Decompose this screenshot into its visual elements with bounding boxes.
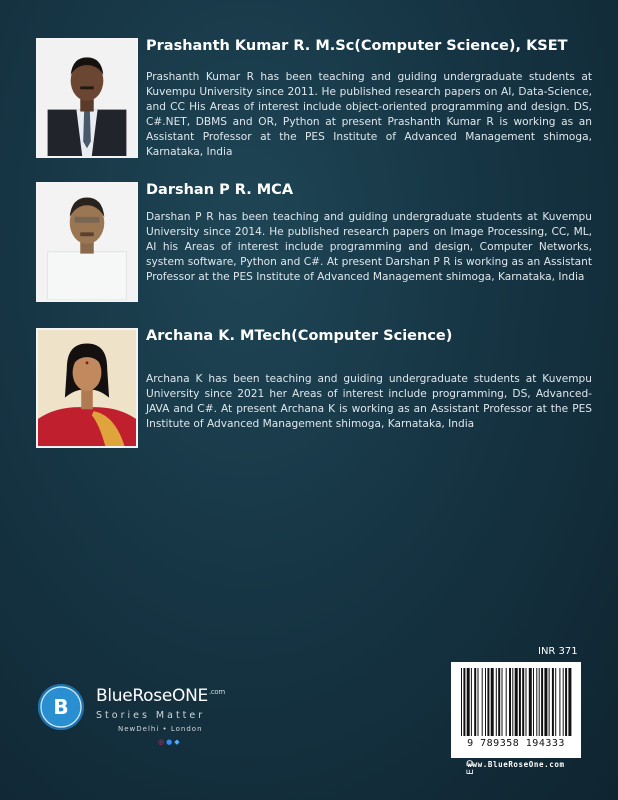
author-photo-archana (36, 328, 138, 448)
publisher-logo-icon (38, 684, 84, 730)
twitter-icon: ◆ (174, 738, 180, 746)
author-name: Darshan P R. MCA (146, 182, 294, 198)
author-name: Prashanth Kumar R. M.Sc(Computer Science), KSET (146, 38, 568, 54)
author-bio: Prashanth Kumar R has been teaching and guiding undergraduate students at Kuvempu University since 2011. He published research papers on AI, Data-Science, and CC His Areas of interest include object-oriented programming and design. DS, C#.NET, DBMS and OR, Python at present Prashanth Kumar R is working as an Assistant Professor at the PES Institute of Advanced Management shimoga, Karnataka, India (146, 71, 592, 158)
isbn-barcode (451, 662, 581, 758)
isbn-number: 9 789358 194333 (467, 738, 565, 749)
logo-letter: B (53, 695, 69, 719)
publisher-website: www.BlueRoseOne.com (467, 760, 565, 769)
barcode-bars (459, 668, 573, 736)
publisher-name: BlueRoseONE$^{.com}$ (96, 686, 225, 706)
publisher-tagline: Stories Matter (96, 710, 206, 721)
social-icons (158, 738, 182, 746)
publisher-cities: NewDelhi • London (118, 725, 203, 733)
author-photo-prashanth (36, 38, 138, 158)
price-label: INR 371 (538, 646, 578, 657)
publisher-logo (38, 684, 248, 764)
author-name: Archana K. MTech(Computer Science) (146, 328, 453, 344)
author-bio: Darshan P R has been teaching and guiding undergraduate students at Kuvempu University since 2014. He published research papers on Image Processing, CC, ML, AI his Areas of interest include programming and design, Computer Networks, system software, Python and C#. At present Darshan P R is working as an Assistant Professor at the PES Institute of Advanced Management shimoga, Karnataka, India (146, 211, 592, 283)
instagram-icon: ◎ (158, 738, 165, 746)
author-photo-darshan (36, 182, 138, 302)
facebook-icon: ● (166, 738, 173, 746)
author-bio: Archana K has been teaching and guiding undergraduate students at Kuvempu University since 2021 her Areas of interest include programming, DS, Advanced-JAVA and C#. At present Archana K is working as an Assistant Professor at the PES Institute of Advanced Management shimoga, Karnataka, India (146, 373, 592, 430)
